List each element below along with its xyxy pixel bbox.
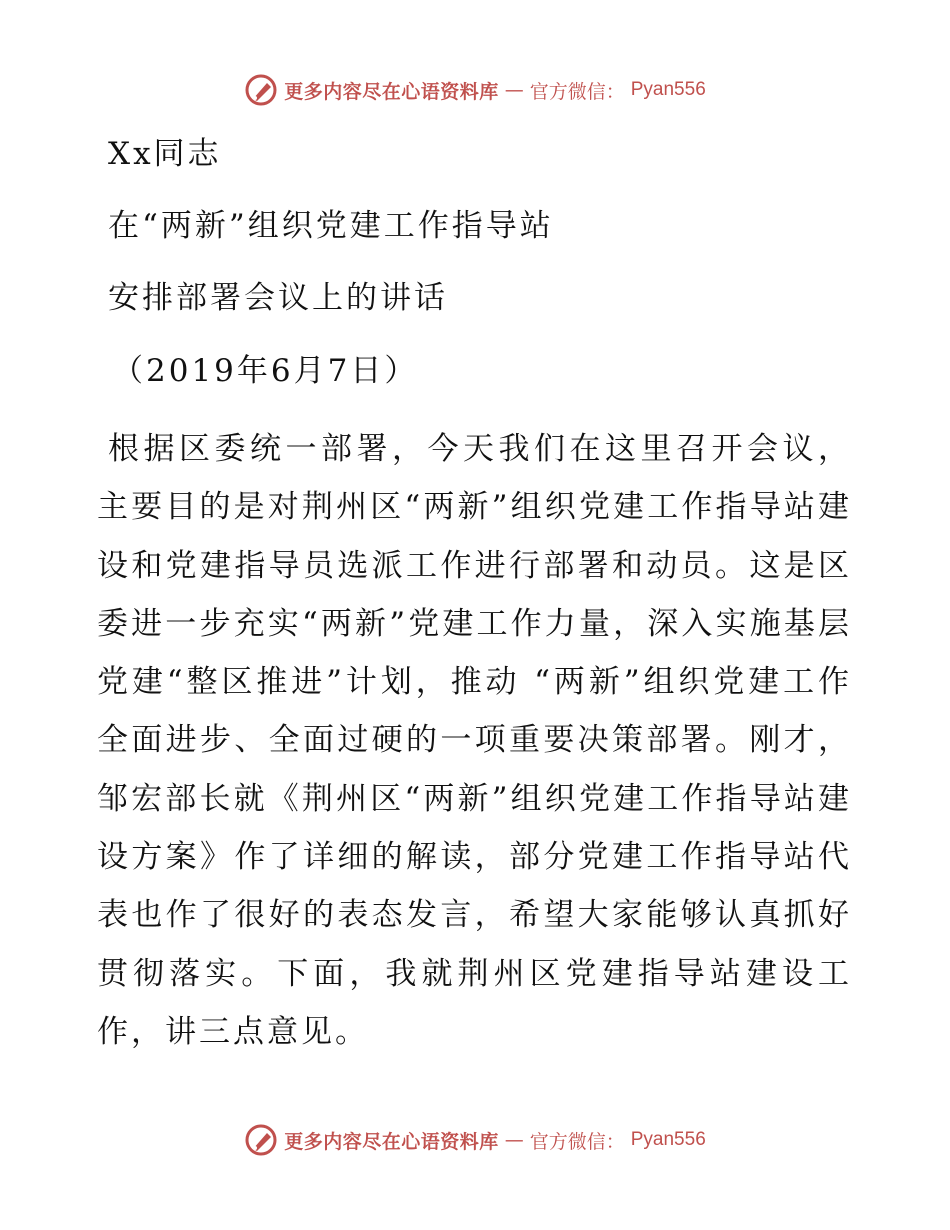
speech-body-paragraph: 根据区委统一部署，今天我们在这里召开会议，主要目的是对荆州区“两新”组织党建工作指导站建设和党建指导员选派工作进行部署和动员。这是区委进一步充实“两新”党建工作力量，深入实施基层党建“整区推进”计划，推动 “两新”组织党建工作全面进步、全面过硬的一项重要决策部署。刚才，邹宏部长就《荆州区“两新”组织党建工作指导站建设方案》作了详细的解读，部分党建工作指导站代表也作了很好的表态发言，希望大家能够认真抓好贯彻落实。下面，我就荆州区党建指导站建设工作，讲三点意见。 (97, 431, 852, 1050)
watermark-separator: — (504, 79, 524, 101)
title-line-1: 在“两新”组织党建工作指导站 (108, 208, 554, 244)
speech-date: （2019年6月7日） (112, 353, 419, 389)
watermark-separator: — (504, 1129, 524, 1151)
watermark-site-text: 更多内容尽在心语资料库 (284, 1130, 499, 1153)
footer-watermark (0, 1120, 950, 1160)
watermark-wechat-id: Pyan556 (630, 79, 706, 100)
pen-logo-icon (244, 73, 278, 107)
title-line-2: 安排部署会议上的讲话 (108, 280, 448, 316)
speaker-name: Xx同志 (108, 136, 222, 172)
watermark-wechat-label: 官方微信： (529, 1130, 625, 1153)
watermark-wechat-label: 官方微信： (529, 80, 625, 103)
watermark-wechat-id: Pyan556 (630, 1129, 706, 1150)
pen-logo-icon (244, 1123, 278, 1157)
header-watermark (0, 70, 950, 110)
watermark-site-text: 更多内容尽在心语资料库 (284, 80, 499, 103)
